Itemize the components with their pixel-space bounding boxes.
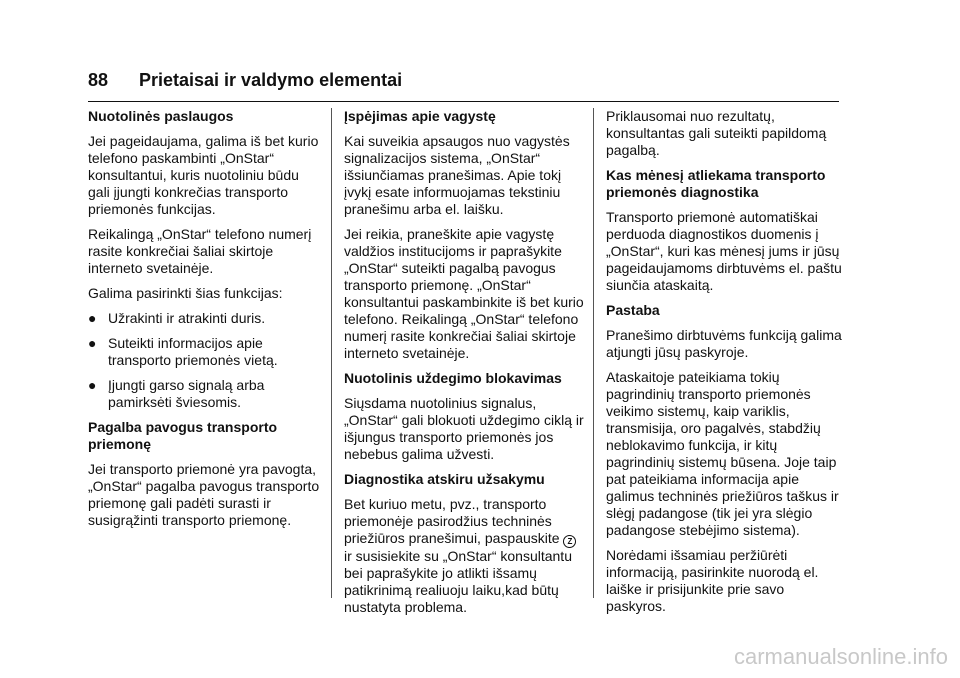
bullet-icon: ● bbox=[88, 310, 97, 326]
list-item-text: Užrakinti ir atrakinti duris. bbox=[108, 310, 266, 326]
column-middle bbox=[344, 108, 584, 624]
paragraph: Siųsdama nuotolinius signalus, „OnStar“ gali blokuoti uždegimo ciklą ir išjungus transporto priemonės jos nebebus galima užvesti. bbox=[344, 395, 584, 462]
paragraph: Kai suveikia apsaugos nuo vagystės signalizacijos sistema, „OnStar“ išsiunčiamas pranešimas. Apie tokį įvykį esate informuojamas tekstiniu pranešimu arba el. laišku. bbox=[344, 133, 570, 217]
note-heading: Pastaba bbox=[606, 302, 660, 318]
paragraph: Pranešimo dirbtuvėms funkciją galima atjungti jūsų paskyroje. bbox=[606, 327, 842, 360]
paragraph: Galima pasirinkti šias funkcijas: bbox=[88, 285, 283, 301]
bullet-icon: ● bbox=[88, 335, 97, 351]
column-divider bbox=[593, 108, 594, 598]
paragraph: Reikalingą „OnStar“ telefono numerį rasite konkrečiai šaliai skirtoje interneto svetainėje. bbox=[88, 226, 312, 276]
section-heading-stolen-vehicle: Pagalba pavogus transporto priemonę bbox=[88, 419, 278, 452]
page-title: Prietaisai ir valdymo elementai bbox=[139, 70, 403, 90]
paragraph: Transporto priemonė automatiškai perduoda diagnostikos duomenis į „OnStar“, kuri kas mėnesį jums ir jūsų pageidaujamoms dirbtuvėms el. paštu siunčia ataskaitą. bbox=[606, 209, 842, 293]
paragraph: Jei reikia, praneškite apie vagystę valdžios institucijoms ir paprašykite „OnStar“ suteikti pagalbą pavogus transporto priemonę. „OnStar“ konsultantui paskambinkite iš bet kurio telefono. Reikalingą „OnStar“ telefono numerį rasite konkrečiai šaliai skirtoje interneto svetainėje. bbox=[344, 226, 584, 361]
list-item-text: Įjungti garso signalą arba pamirksėti šviesomis. bbox=[108, 377, 265, 410]
paragraph-text: Bet kuriuo metu, pvz., transporto priemonėje pasirodžius techninės priežiūros pranešimui, paspauskite bbox=[344, 496, 560, 546]
paragraph: Ataskaitoje pateikiama tokių pagrindinių transporto priemonės veikimo sistemų, kaip variklis, transmisija, oro pagalvės, stabdžių neblokavimo funkcija, ir kitų pagrindinių sistemų būsena. Joje taip pat pateikiama informacija apie galimus techninės priežiūros taškus ir slėgį padangose (tik jei yra slėgio padangose stebėjimo sistema). bbox=[606, 369, 839, 538]
onstar-button-icon: Z bbox=[563, 535, 576, 548]
page-number: 88 bbox=[88, 70, 109, 90]
section-heading-remote-services: Nuotolinės paslaugos bbox=[88, 108, 234, 124]
column-left bbox=[88, 108, 320, 537]
paragraph bbox=[344, 496, 584, 616]
column-right bbox=[606, 108, 844, 623]
paragraph-text: ir susisiekite su „OnStar“ konsultantu bei paprašykite jo atlikti išsamų patikrinimą realiuoju laiku,kad būtų nustatyta problema. bbox=[344, 548, 572, 615]
paragraph: Norėdami išsamiau peržiūrėti informaciją, pasirinkite nuorodą el. laiške ir prisijunkite prie savo paskyros. bbox=[606, 547, 819, 614]
page-header bbox=[88, 68, 839, 98]
section-heading-theft-alarm: Įspėjimas apie vagystę bbox=[344, 108, 496, 124]
paragraph: Priklausomai nuo rezultatų, konsultantas gali suteikti papildomą pagalbą. bbox=[606, 108, 827, 158]
section-heading-diagnostics-on-demand: Diagnostika atskiru užsakymu bbox=[344, 471, 545, 487]
list-item bbox=[88, 310, 320, 327]
section-heading-ignition-block: Nuotolinis uždegimo blokavimas bbox=[344, 370, 562, 386]
column-divider bbox=[331, 108, 332, 598]
list-item-text: Suteikti informacijos apie transporto priemonės vietą. bbox=[108, 335, 278, 368]
header-rule bbox=[88, 101, 839, 102]
paragraph: Jei pageidaujama, galima iš bet kurio telefono paskambinti „OnStar“ konsultantui, kuris nuotoliniu būdu gali įjungti konkrečias transporto priemonės funkcijas. bbox=[88, 133, 319, 217]
bullet-icon: ● bbox=[88, 377, 97, 393]
list-item bbox=[88, 335, 320, 369]
section-heading-monthly-diagnostics: Kas mėnesį atliekama transporto priemonės diagnostika bbox=[606, 167, 826, 200]
list-item bbox=[88, 377, 320, 411]
paragraph: Jei transporto priemonė yra pavogta, „OnStar“ pagalba pavogus transporto priemonę gali padėti surasti ir susigrąžinti transporto priemonę. bbox=[88, 461, 320, 528]
watermark: carmanualsonline.info bbox=[733, 644, 948, 669]
